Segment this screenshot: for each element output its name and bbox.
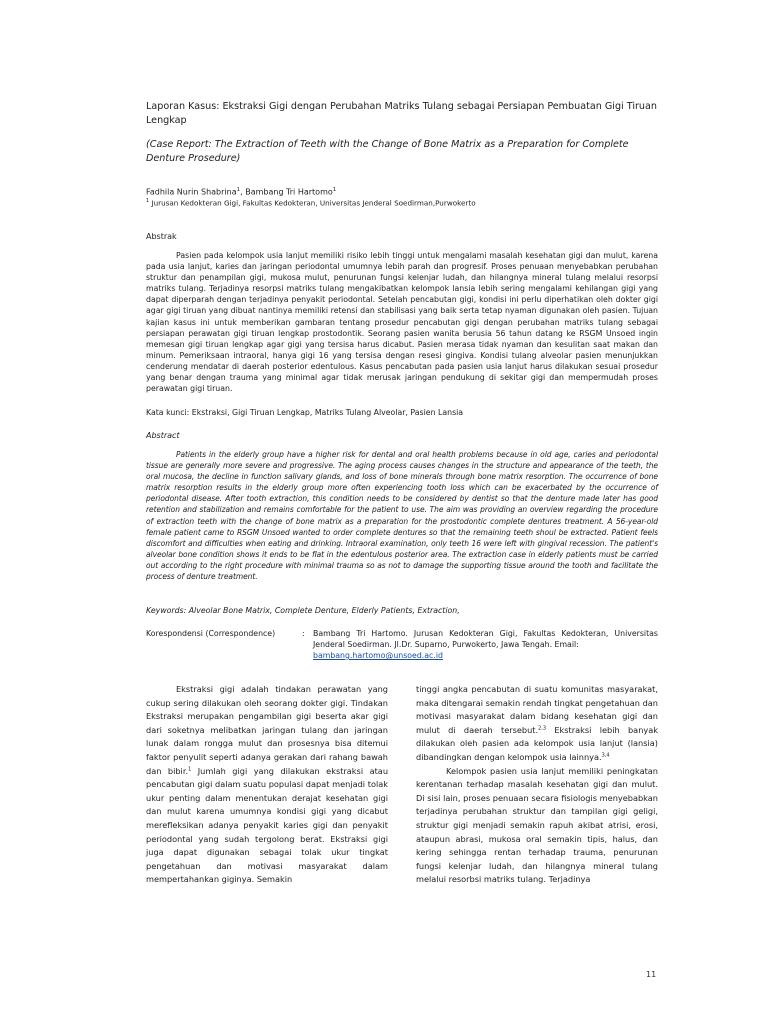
abstrak-text: Pasien pada kelompok usia lanjut memiliki risiko lebih tinggi untuk mengalami masalah kesehatan gigi dan mulut, karena pada usia lanjut, karies dan jaringan periodontal umumnya lebih parah dan progresif. Proses penuaan menyebabkan perubahan struktur dan penampilan gigi, mukosa mulut, penurunan fungsi kelenjar ludah, dan hilangnya mineral tulang melalui resorpsi matriks tulang. Terjadinya resorpsi matriks tulang mengakibatkan kelompok lansia lebih sering mengalami kehilangan gigi yang dapat diperparah dengan terjadinya penyakit periodontal. Setelah pencabutan gigi, kondisi ini perlu diperhatikan oleh dokter gigi agar gigi tiruan yang dibuat nantinya memiliki retensi dan stabilisasi yang baik serta tetap nyaman digunakan oleh pasien. Tujuan kajian kasus ini untuk memberikan gambaran tentang prosedur pencabutan gigi dengan perubahan matriks tulang sebagai persiapan perawatan gigi tiruan lengkap prostodontik. Seorang pasien wanita berusia 56 tahun datang ke RSGM Unsoed ingin memesan gigi tiruan lengkap agar gigi yang tersisa harus dicabut. Pasien merasa tidak nyaman dan kesulitan saat makan dan minum. Pemeriksaan intraoral, hanya gigi 16 yang tersisa dengan resesi gingiva. Kondisi tulang alveolar pasien menunjukkan cenderung mendatar di daerah posterior edentulous. Kasus pencabutan pada pasien usia lanjut harus dilakukan sesuai prosedur yang benar dengan trauma yang minimal agar tidak merusak jaringan pendukung di sekitar gigi dan mempermudah proses perawatan gigi tiruan. bbox=[146, 251, 658, 394]
author-affiliation-mark: 1 bbox=[332, 187, 337, 193]
affiliation-mark: 1 bbox=[146, 198, 150, 204]
body-text: Ekstraksi lebih banyak dilakukan oleh pasien ada kelompok usia lanjut (lansia) dibandingkan dengan kelompok usia lainnya. bbox=[416, 724, 658, 762]
author-name: Bambang Tri Hartomo bbox=[245, 187, 333, 197]
abstrak-heading: Abstrak bbox=[146, 232, 177, 241]
citation-mark: 2,3 bbox=[538, 725, 547, 732]
paper-title-english: (Case Report: The Extraction of Teeth with the Change of Bone Matrix as a Preparation for Complete Denture Prosedure) bbox=[146, 139, 629, 164]
citation-mark: 1 bbox=[188, 765, 192, 772]
author-affiliation-mark: 1 bbox=[236, 187, 241, 193]
paper-title: Laporan Kasus: Ekstraksi Gigi dengan Perubahan Matriks Tulang sebagai Persiapan Pembuatan Gigi Tiruan Lengkap bbox=[146, 101, 657, 126]
body-column-left bbox=[146, 683, 388, 887]
body-paragraph: Kelompok pasien usia lanjut memiliki peningkatan kerentanan terhadap masalah kesehatan gigi dan mulut. Di sisi lain, proses penuaan secara fisiologis menyebabkan terjadinya perubahan struktur dan tampilan gigi geligi, struktur gigi menjadi semakin rapuh akibat atrisi, erosi, ataupun abrasi, mukosa oral semakin tipis, halus, dan kering sehingga rentan terhadap trauma, penurunan fungsi kelenjar ludah, dan hilangnya mineral tulang melalui resorbsi matriks tulang. Terjadinya bbox=[416, 765, 658, 885]
body-text: Jumlah gigi yang dilakukan ekstraksi atau pencabutan gigi dalam suatu populasi dapat menjadi tolak ukur penting dalam menentukan derajat kesehatan gigi dan mulut karena umumnya kondisi gigi yang dicabut merefleksikan adanya penyakit karies gigi dan penyakit periodontal yang sudah tergolong berat. Ekstraksi gigi juga dapat digunakan sebagai tolak ukur tingkat pengetahuan dan motivasi masyarakat dalam mempertahankan giginya. Semakin bbox=[146, 765, 389, 885]
body-text: tinggi angka pencabutan di suatu komunitas masyarakat, maka ditengarai semakin rendah tingkat pengetahuan dan motivasi masyarakat dalam bidang kesehatan gigi dan mulut di daerah tersebut. bbox=[416, 684, 658, 735]
correspondence-details bbox=[313, 628, 658, 661]
author-name: Fadhila Nurin Shabrina bbox=[146, 187, 237, 197]
keywords: Keywords: Alveolar Bone Matrix, Complete Denture, Elderly Patients, Extraction, bbox=[146, 606, 460, 615]
body-paragraph bbox=[146, 683, 388, 887]
abstract-text: Patients in the elderly group have a higher risk for dental and oral health problems because in old age, caries and periodontal tissue are generally more severe and progressive. The aging process causes changes in the structure and appearance of the teeth, the oral mucosa, the decline in function salivary glands, and loss of bone minerals through bone matrix resorption. The occurrence of bone matrix resorption results in the elderly group more often experiencing tooth loss which can be exacerbated by the occurrence of periodontal disease. After tooth extraction, this condition needs to be considered by dentist so that the denture made later has good retention and stabilization and remains comfortable for the patient to use. The aim was providing an overview regarding the procedure of extraction teeth with the change of bone matrix as a preparation for the prostodontic complete dentures treatment. A 56-year-old female patient came to RSGM Unsoed wanted to order complete dentures so that the remaining teeth shoul be extracted. Patient feels discomfort and difficulties when eating and drinking. Intraoral examination, only teeth 16 were left with gingival recession. The patient's alveolar bone condition shows it ends to be flat in the edentulous posterior area. The extraction case in elderly patients must be carried out according to the right procedure with minimal trauma so as not to damage the supporting tissue around the tooth and facilitate the process of denture treatment. bbox=[146, 450, 658, 582]
correspondence-text: Bambang Tri Hartomo. Jurusan Kedokteran Gigi, Fakultas Kedokteran, Universitas Jenderal Soedirman. Jl.Dr. Suparno, Purwokerto, Jawa Tengah. Email: bbox=[313, 629, 658, 649]
body-paragraph bbox=[416, 683, 658, 765]
correspondence-colon: : bbox=[302, 629, 305, 638]
page-number: 11 bbox=[646, 970, 657, 979]
kata-kunci: Kata kunci: Ekstraksi, Gigi Tiruan Lengkap, Matriks Tulang Alveolar, Pasien Lansia bbox=[146, 408, 464, 417]
author-separator: , bbox=[240, 187, 246, 197]
body-column-right bbox=[416, 683, 658, 887]
affiliation bbox=[146, 196, 658, 208]
paper-page bbox=[146, 0, 658, 1024]
correspondence-email-link[interactable]: bambang.hartomo@unsoed.ac.id bbox=[313, 651, 443, 660]
correspondence-label: Korespondensi (Correspondence) bbox=[146, 629, 276, 638]
citation-mark: 3,4 bbox=[601, 752, 610, 759]
affiliation-text: Jurusan Kedokteran Gigi, Fakultas Kedokteran, Universitas Jenderal Soedirman,Purwokerto bbox=[149, 198, 476, 208]
body-text: Ekstraksi gigi adalah tindakan perawatan yang cukup sering dilakukan oleh seorang dokter gigi. Tindakan Ekstraksi merupakan pengambilan gigi beserta akar gigi dari soketnya melibatkan jaringan tulang dan jaringan lunak dalam rongga mulut dan prosesnya bisa ditemui faktor penyulit seperti adanya gerakan dari rahang bawah dan bibir. bbox=[146, 684, 388, 776]
abstract-heading: Abstract bbox=[146, 431, 180, 440]
